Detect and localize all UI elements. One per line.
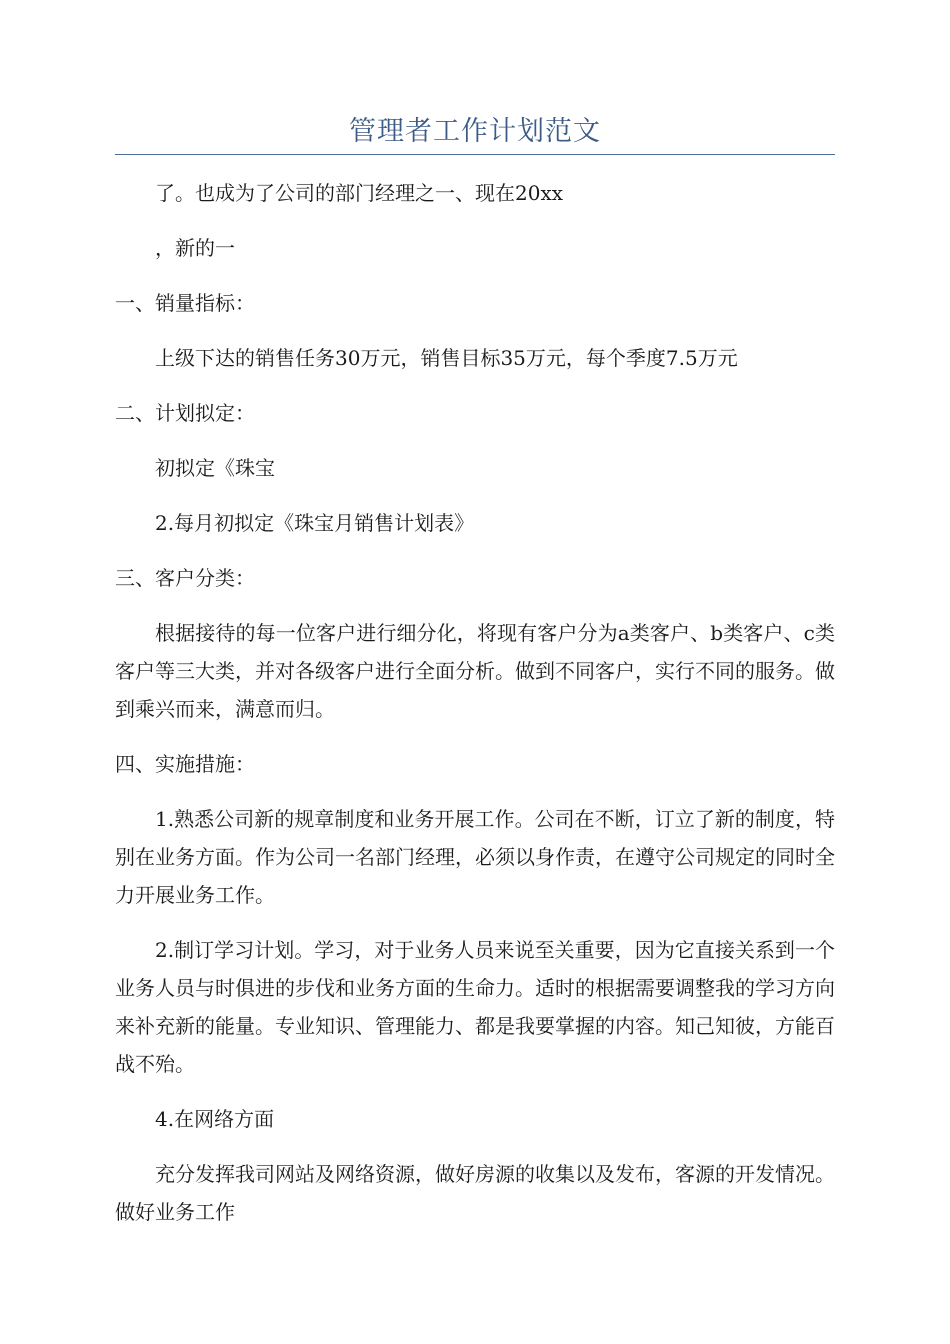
heading-plan: 二、计划拟定：	[115, 401, 255, 425]
document-body	[115, 174, 835, 1231]
heading-customer-classification: 三、客户分类：	[115, 566, 255, 590]
paragraph-measure-1: 1.熟悉公司新的规章制度和业务开展工作。公司在不断，订立了新的制度，特别在业务方面。作为公司一名部门经理，必须以身作责，在遵守公司规定的同时全力开展业务工作。	[115, 807, 835, 907]
paragraph-measure-4: 充分发挥我司网站及网络资源，做好房源的收集以及发布，客源的开发情况。做好业务工作	[115, 1162, 835, 1224]
paragraph-measure-4-heading: 4.在网络方面	[155, 1107, 275, 1131]
paragraph-new-year: ，新的一	[155, 236, 235, 260]
title-underline	[115, 154, 835, 155]
paragraph-plan-2: 2.每月初拟定《珠宝月销售计划表》	[155, 511, 475, 535]
heading-measures: 四、实施措施：	[115, 752, 255, 776]
document-title: 管理者工作计划范文	[349, 116, 601, 147]
heading-sales-target: 一、销量指标：	[115, 291, 255, 315]
paragraph-measure-2: 2.制订学习计划。学习，对于业务人员来说至关重要，因为它直接关系到一个业务人员与时俱进的步伐和业务方面的生命力。适时的根据需要调整我的学习方向来补充新的能量。专业知识、管理能力、都是我要掌握的内容。知己知彼，方能百战不殆。	[115, 938, 835, 1076]
paragraph-intro: 了。也成为了公司的部门经理之一、现在20xx	[155, 181, 564, 205]
paragraph-plan-1: 初拟定《珠宝	[155, 456, 275, 480]
paragraph-customer-classification: 根据接待的每一位客户进行细分化，将现有客户分为a类客户、b类客户、c类客户等三大类，并对各级客户进行全面分析。做到不同客户，实行不同的服务。做到乘兴而来，满意而归。	[115, 621, 835, 721]
paragraph-sales-target: 上级下达的销售任务30万元，销售目标35万元，每个季度7.5万元	[155, 346, 738, 370]
